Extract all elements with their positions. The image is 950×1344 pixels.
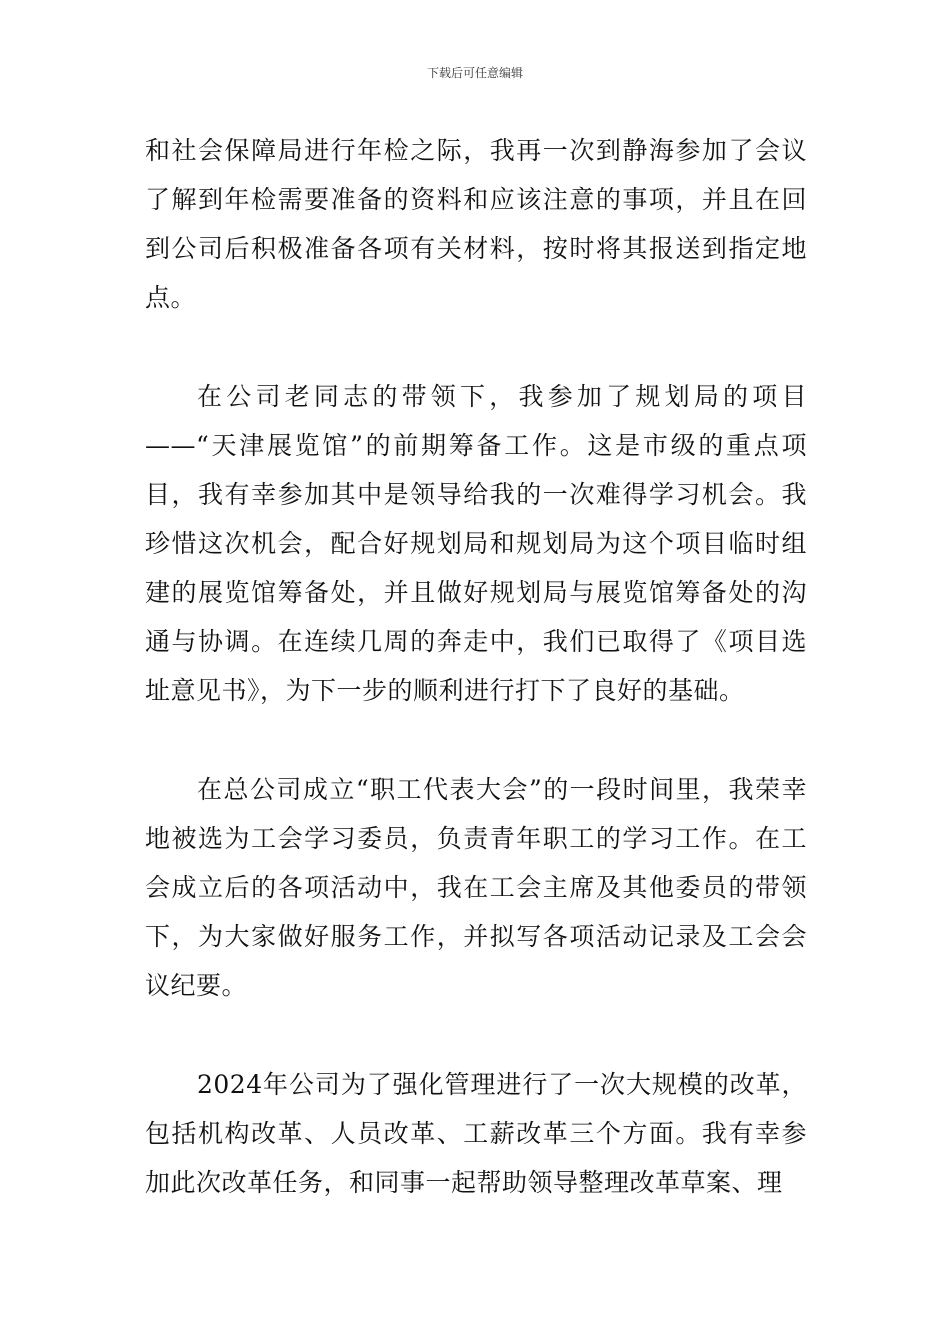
document-body	[145, 126, 807, 1257]
paragraph-4: 2024年公司为了强化管理进行了一次大规模的改革，包括机构改革、人员改革、工薪改革三个方面。我有幸参加此次改革任务，和同事一起帮助领导整理改革草案、理	[145, 1070, 807, 1197]
paragraph-2: 在公司老同志的带领下，我参加了规划局的项目——“天津展览馆”的前期筹备工作。这是市级的重点项目，我有幸参加其中是领导给我的一次难得学习机会。我珍惜这次机会，配合好规划局和规划局为这个项目临时组建的展览馆筹备处，并且做好规划局与展览馆筹备处的沟通与协调。在连续几周的奔走中，我们已取得了《项目选址意见书》，为下一步的顺利进行打下了良好的基础。	[145, 382, 807, 705]
paragraph-1: 和社会保障局进行年检之际，我再一次到静海参加了会议了解到年检需要准备的资料和应该注意的事项，并且在回到公司后积极准备各项有关材料，按时将其报送到指定地点。	[145, 136, 807, 312]
page-header-note: 下载后可任意编辑	[426, 66, 523, 80]
paragraph-3: 在总公司成立“职工代表大会”的一段时间里，我荣幸地被选为工会学习委员，负责青年职工的学习工作。在工会成立后的各项活动中，我在工会主席及其他委员的带领下，为大家做好服务工作，并拟写各项活动记录及工会会议纪要。	[145, 775, 807, 1000]
